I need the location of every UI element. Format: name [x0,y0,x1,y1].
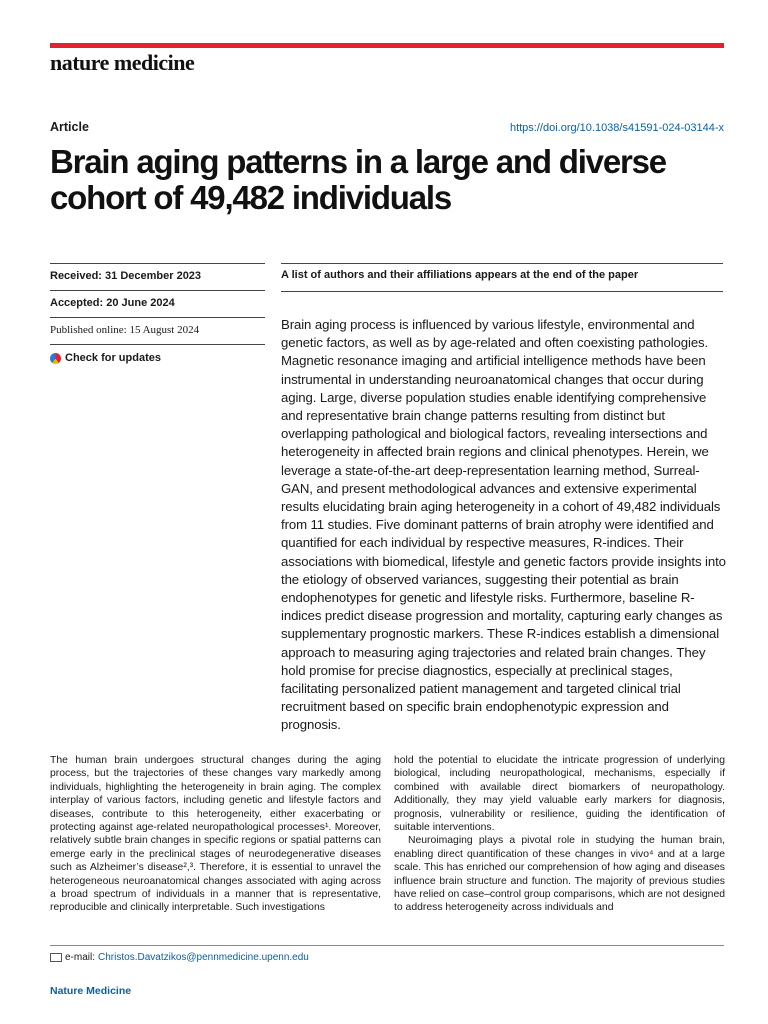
published-date: Published online: 15 August 2024 [50,317,265,344]
body-column-left [50,754,381,915]
abstract: Brain aging process is influenced by various lifestyle, environmental and genetic factors, as well as by age-related and often coexisting pathologies. Magnetic resonance imaging and artificial intelligence methods have been instrumental in understanding neuroanatomical changes that occur during aging. Large, diverse population studies enable identifying comprehensive and representative brain change patterns resulting from distinct but overlapping pathological and biological factors, revealing intersections and heterogeneity in affected brain regions and clinical phenotypes. Herein, we leverage a state-of-the-art deep-representation learning method, Surreal-GAN, and present methodological advances and extensive experimental results elucidating brain aging heterogeneity in a cohort of 49,482 individuals from 11 studies. Five dominant patterns of brain atrophy were identified and quantified for each individual by respective measures, R-indices. Their associations with biomedical, lifestyle and genetic factors provide insights into the etiology of observed variances, suggesting their potential as brain endophenotypes for genetic and lifestyle risks. Furthermore, baseline R-indices predict disease progression and mortality, capturing early changes as supplementary prognostic markers. These R-indices establish a dimensional approach to measuring aging trajectories and related brain changes. They hold promise for precise diagnostics, especially at preclinical stages, facilitating personalized patient management and targeted clinical trial recruitment based on specific brain endophenotypic expression and prognosis. [281,317,726,733]
publication-dates [50,263,265,364]
body-column-right [394,754,725,915]
email-link[interactable]: Christos.Davatzikos@pennmedicine.upenn.edu [98,952,309,963]
article-type-label: Article [50,120,89,134]
footer-journal-name: Nature Medicine [50,985,132,997]
crossmark-icon [50,353,61,364]
check-for-updates-button[interactable] [50,344,265,364]
received-date: Received: 31 December 2023 [50,263,265,290]
authors-note: A list of authors and their affiliations appears at the end of the paper [281,269,639,281]
footer-divider [50,945,724,946]
journal-name: nature medicine [50,50,195,75]
body-paragraph: Neuroimaging plays a pivotal role in studying the human brain, enabling direct quantification of these changes in vivo⁴ and at a large scale. This has enriched our comprehension of how aging and diseases influence brain structure and function. The majority of previous studies have relied on case–control group comparisons, which are not designed to address heterogeneity across individuals and [394,835,725,914]
journal-color-bar [50,43,724,48]
mail-icon [50,953,62,962]
authors-note-box [281,263,723,292]
email-label: e-mail: [65,952,96,963]
accepted-date: Accepted: 20 June 2024 [50,290,265,317]
doi-link[interactable]: https://doi.org/10.1038/s41591-024-03144-x [509,122,724,134]
correspondence-email [50,952,309,963]
check-for-updates-label: Check for updates [65,352,161,364]
body-paragraph: hold the potential to elucidate the intricate progression of underlying biological, including neuropathological, mechanisms, especially if combined with available direct biomarkers of neuropathology. Additionally, they may yield valuable early markers for diagnosis, prognosis, vulnerability or resilience, guiding the identification of suitable interventions. [394,755,725,834]
body-paragraph: The human brain undergoes structural changes during the aging process, but the trajectories of these changes vary markedly among individuals, highlighting the heterogeneity in brain aging. The complex interplay of various factors, including genetic and lifestyle factors and diseases, contribute to this heterogeneity, either exacerbating or protecting against age-related neuropathological processes¹. Moreover, relatively subtle brain changes in specific regions or spatial patterns can emerge early in the preclinical stages of neurodegenerative diseases such as Alzheimer’s disease²,³. Therefore, it is essential to unravel the heterogeneous neuroanatomical changes associated with aging across a broad spectrum of individuals in a manner that is representative, reproducible and clinically interpretable. Such investigations [50,755,381,914]
article-title: Brain aging patterns in a large and diverse cohort of 49,482 individuals [50,143,666,216]
